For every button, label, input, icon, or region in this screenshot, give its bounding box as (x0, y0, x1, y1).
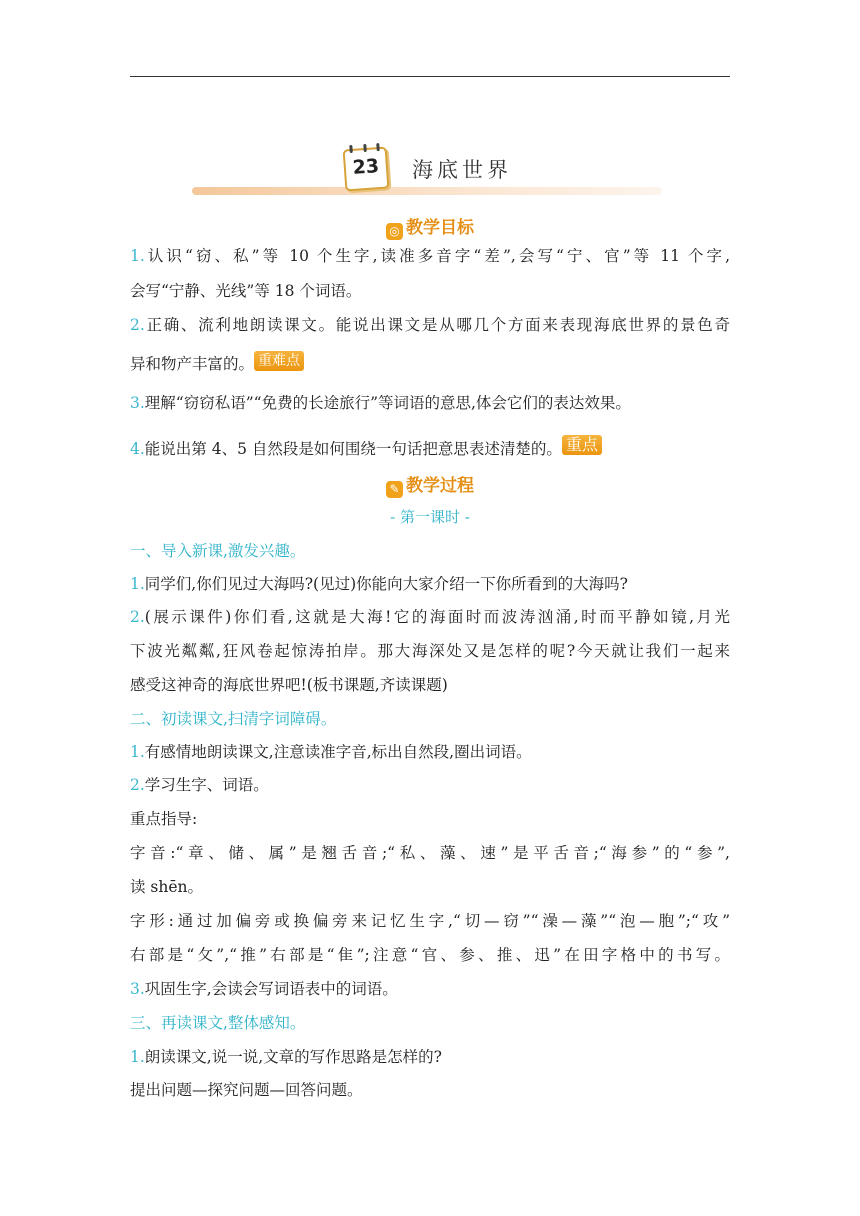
s1-item-2-line-1: 2.(展示课件)你们看,这就是大海!它的海面时而波涛汹涌,时而平静如镜,月光 (130, 608, 730, 626)
pencil-icon: ✎ (386, 481, 403, 498)
section-2-title: 二、初读课文,扫清字词障碍。 (130, 710, 337, 728)
lesson-header (192, 142, 662, 198)
goal-2-line-2: 异和物产丰富的。 重难点 (130, 351, 304, 375)
goal-4: 4.能说出第 4、5 自然段是如何围绕一句话把意思表述清楚的。 重点 (130, 435, 602, 460)
calendar-icon (343, 147, 390, 192)
goals-heading (0, 213, 860, 240)
guide-label: 重点指导: (130, 810, 198, 828)
guide-line-1: 字音:“章、储、属”是翘舌音;“私、藻、速”是平舌音;“海参”的“参”, (130, 844, 730, 862)
title-underline-bar (192, 187, 662, 195)
guide-line-2: 读 shēn。 (130, 878, 204, 896)
s2-item-3: 3.巩固生字,会读会写词语表中的词语。 (130, 980, 398, 998)
goal-1-line-2: 会写“宁静、光线”等 18 个词语。 (130, 282, 362, 300)
goal-2-line-1: 2.正确、流利地朗读课文。能说出课文是从哪几个方面来表现海底世界的景色奇 (130, 316, 730, 334)
section-1-title: 一、导入新课,激发兴趣。 (130, 542, 306, 560)
goal-1-line-1: 1.认识“窃、私”等 10 个生字,读准多音字“差”,会写“宁、官”等 11 个字, (130, 247, 730, 265)
key-point-tag: 重点 (562, 435, 602, 455)
lesson-number: 23 (351, 155, 380, 179)
s3-item-1: 1.朗读课文,说一说,文章的写作思路是怎样的? (130, 1048, 442, 1066)
key-difficulty-tag: 重难点 (254, 351, 304, 371)
process-heading-text: 教学过程 (406, 476, 474, 496)
s3-answer: 提出问题—探究问题—回答问题。 (130, 1081, 363, 1099)
lesson-title: 海底世界 (412, 158, 512, 182)
goals-heading-text: 教学目标 (406, 218, 474, 238)
header-rule (130, 76, 730, 77)
s1-item-1: 1.同学们,你们见过大海吗?(见过)你能向大家介绍一下你所看到的大海吗? (130, 575, 628, 593)
goal-3: 3.理解“窃窃私语”“免费的长途旅行”等词语的意思,体会它们的表达效果。 (130, 394, 631, 412)
target-icon: ◎ (386, 223, 403, 240)
s1-item-2-line-3: 感受这神奇的海底世界吧!(板书课题,齐读课题) (130, 676, 448, 694)
period-label: - 第一课时 - (390, 508, 470, 526)
s2-item-1: 1.有感情地朗读课文,注意读准字音,标出自然段,圈出词语。 (130, 743, 532, 761)
s2-item-2: 2.学习生字、词语。 (130, 776, 269, 794)
guide-line-3: 字形:通过加偏旁或换偏旁来记忆生字,“切—窃”“澡—藻”“泡—胞”;“攻” (130, 912, 731, 930)
section-3-title: 三、再读课文,整体感知。 (130, 1014, 306, 1032)
process-heading (0, 471, 860, 498)
s1-item-2-line-2: 下波光粼粼,狂风卷起惊涛拍岸。那大海深处又是怎样的呢?今天就让我们一起来 (130, 642, 730, 660)
guide-line-4: 右部是“攵”,“推”右部是“隹”;注意“官、参、推、迅”在田字格中的书写。 (130, 946, 730, 964)
